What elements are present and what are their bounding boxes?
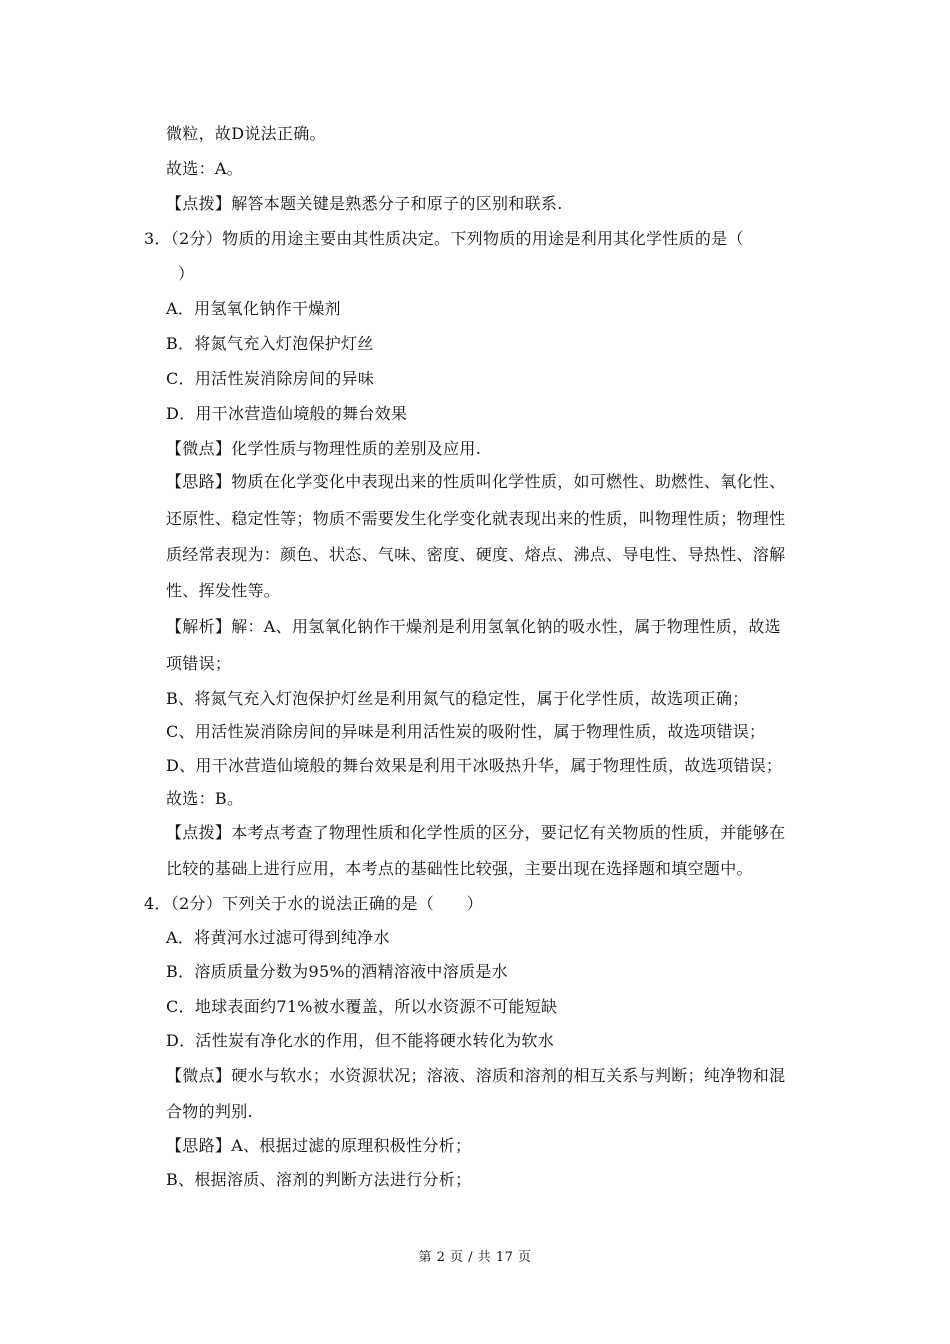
question-3-stem: 3．（2分）物质的用途主要由其性质决定。下列物质的用途是利用其化学性质的是（ — [144, 229, 744, 248]
option-a: A．用氢氧化钠作干燥剂 — [166, 299, 341, 318]
text-line: 【思路】A、根据过滤的原理积极性分析； — [166, 1136, 472, 1155]
text-line: 【点拨】解答本题关键是熟悉分子和原子的区别和联系. — [166, 194, 563, 213]
option-b: B．溶质质量分数为95%的酒精溶液中溶质是水 — [166, 962, 508, 981]
option-d: D．活性炭有净化水的作用，但不能将硬水转化为软水 — [166, 1031, 555, 1050]
text-line: 微粒，故D说法正确。 — [166, 124, 326, 143]
text-line: 比较的基础上进行应用，本考点的基础性比较强，主要出现在选择题和填空题中。 — [166, 859, 753, 878]
option-b: B．将氮气充入灯泡保护灯丝 — [166, 334, 374, 353]
text-line: 性、挥发性等。 — [166, 581, 281, 600]
question-3-stem-cont: ） — [178, 264, 195, 283]
text-line: 还原性、稳定性等；物质不需要发生化学变化就表现出来的性质，叫物理性质；物理性 — [166, 509, 786, 528]
text-line: 故选：A。 — [166, 159, 244, 178]
text-line: 【解析】解：A、用氢氧化钠作干燥剂是利用氢氧化钠的吸水性，属于物理性质，故选 — [166, 617, 781, 636]
text-line: D、用干冰营造仙境般的舞台效果是利用干冰吸热升华，属于物理性质，故选项错误； — [166, 756, 783, 775]
text-line: 【点拨】本考点考查了物理性质和化学性质的区分，要记忆有关物质的性质，并能够在 — [166, 823, 786, 842]
text-line: 【思路】物质在化学变化中表现出来的性质叫化学性质，如可燃性、助燃性、氧化性、 — [166, 472, 786, 491]
page-footer: 第 2 页 / 共 17 页 — [418, 1250, 532, 1265]
text-line: 合物的判别. — [166, 1102, 253, 1121]
text-line: 【微点】化学性质与物理性质的差别及应用. — [166, 439, 482, 458]
text-line: 故选：B。 — [166, 789, 244, 808]
text-line: B、根据溶质、溶剂的判断方法进行分析； — [166, 1170, 472, 1189]
text-line: 项错误； — [166, 654, 232, 673]
option-c: C．地球表面约71%被水覆盖，所以水资源不可能短缺 — [166, 997, 558, 1016]
option-d: D．用干冰营造仙境般的舞台效果 — [166, 404, 408, 423]
text-line: 质经常表现为：颜色、状态、气味、密度、硬度、熔点、沸点、导电性、导热性、溶解 — [166, 545, 786, 564]
text-line: 【微点】硬水与软水；水资源状况；溶液、溶质和溶剂的相互关系与判断；纯净物和混 — [166, 1066, 786, 1085]
option-c: C．用活性炭消除房间的异味 — [166, 369, 375, 388]
option-a: A．将黄河水过滤可得到纯净水 — [166, 928, 390, 947]
text-line: B、将氮气充入灯泡保护灯丝是利用氮气的稳定性，属于化学性质，故选项正确； — [166, 689, 749, 708]
text-line: C、用活性炭消除房间的异味是利用活性炭的吸附性，属于物理性质，故选项错误； — [166, 722, 766, 741]
question-4-stem: 4．（2分）下列关于水的说法正确的是（ ） — [144, 894, 483, 913]
